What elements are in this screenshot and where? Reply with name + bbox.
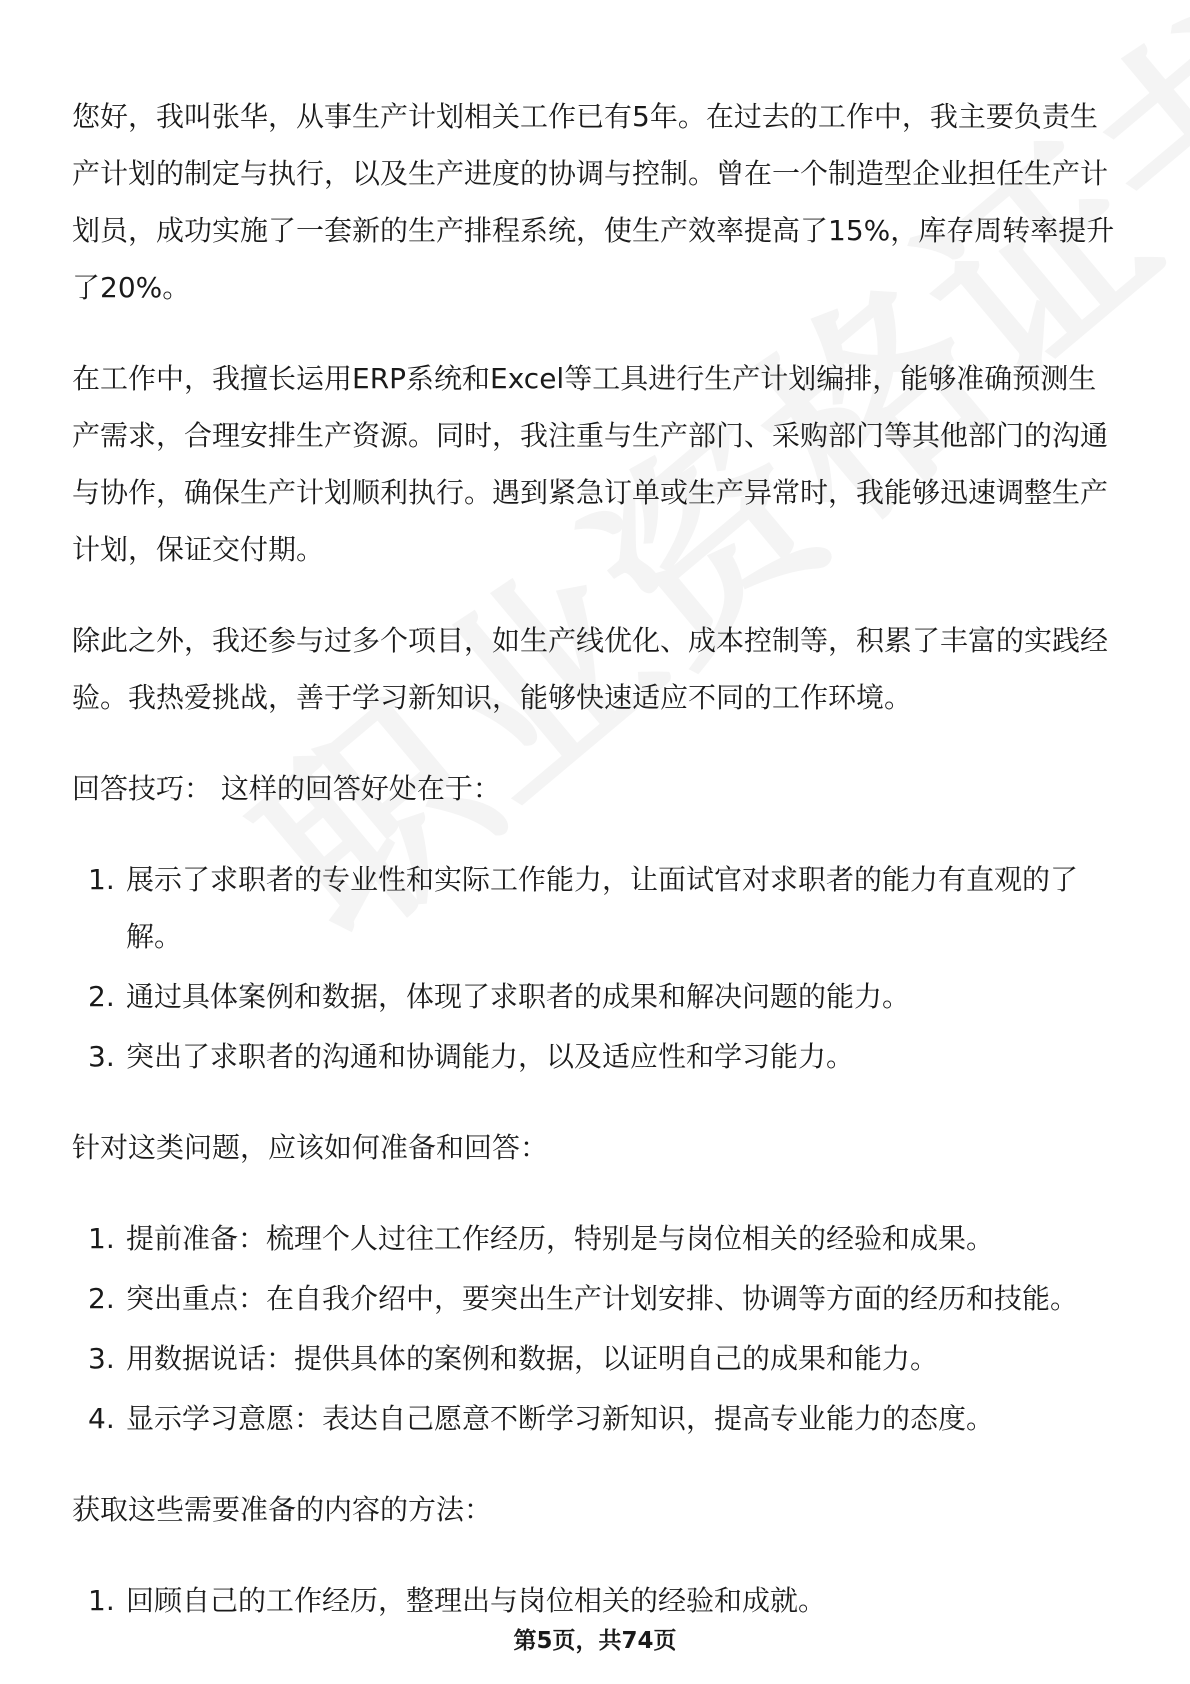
list-item [72,1210,1122,1267]
list-item-number: 3. [88,1040,115,1073]
methods-heading: 获取这些需要准备的内容的方法： [72,1493,493,1526]
list-item [72,851,1122,965]
list-item-text: 展示了求职者的专业性和实际工作能力，让面试官对求职者的能力有直观的了解。 [126,863,1079,953]
list-item [72,1330,1122,1387]
list-item-text: 突出了求职者的沟通和协调能力，以及适应性和学习能力。 [126,1040,855,1073]
methods-list [72,1572,1122,1629]
list-item [72,1390,1122,1447]
list-item-text: 通过具体案例和数据，体现了求职者的成果和解决问题的能力。 [126,980,911,1013]
page-content [72,88,1122,1663]
list-item-text: 显示学习意愿：表达自己愿意不断学习新知识，提高专业能力的态度。 [126,1402,995,1435]
prepare-list [72,1210,1122,1447]
list-item [72,1028,1122,1085]
list-item-number: 1. [88,863,115,896]
list-item-text: 突出重点：在自我介绍中，要突出生产计划安排、协调等方面的经历和技能。 [126,1282,1079,1315]
intro-paragraph-3: 除此之外，我还参与过多个项目，如生产线优化、成本控制等，积累了丰富的实践经验。我热爱挑战，善于学习新知识，能够快速适应不同的工作环境。 [72,624,1109,714]
intro-paragraph-1: 您好，我叫张华，从事生产计划相关工作已有5年。在过去的工作中，我主要负责生产计划的制定与执行，以及生产进度的协调与控制。曾在一个制造型企业担任生产计划员，成功实施了一套新的生产排程系统，使生产效率提高了15%，库存周转率提升了20%。 [72,100,1115,304]
intro-paragraph-2: 在工作中，我擅长运用ERP系统和Excel等工具进行生产计划编排，能够准确预测生产需求，合理安排生产资源。同时，我注重与生产部门、采购部门等其他部门的沟通与协作，确保生产计划顺利执行。遇到紧急订单或生产异常时，我能够迅速调整生产计划，保证交付期。 [72,362,1109,566]
list-item [72,968,1122,1025]
prepare-heading: 针对这类问题，应该如何准备和回答： [72,1131,549,1164]
list-item-number: 1. [88,1222,115,1255]
page-number: 第5页，共74页 [513,1628,677,1654]
list-item [72,1572,1122,1629]
list-item-text: 回顾自己的工作经历，整理出与岗位相关的经验和成就。 [126,1584,827,1617]
list-item-number: 2. [88,1282,115,1315]
tips-list [72,851,1122,1085]
list-item-text: 用数据说话：提供具体的案例和数据，以证明自己的成果和能力。 [126,1342,939,1375]
list-item-text: 提前准备：梳理个人过往工作经历，特别是与岗位相关的经验和成果。 [126,1222,995,1255]
list-item-number: 4. [88,1402,115,1435]
list-item-number: 1. [88,1584,115,1617]
tips-heading: 回答技巧： 这样的回答好处在于： [72,772,501,805]
list-item-number: 2. [88,980,115,1013]
list-item-number: 3. [88,1342,115,1375]
list-item [72,1270,1122,1327]
